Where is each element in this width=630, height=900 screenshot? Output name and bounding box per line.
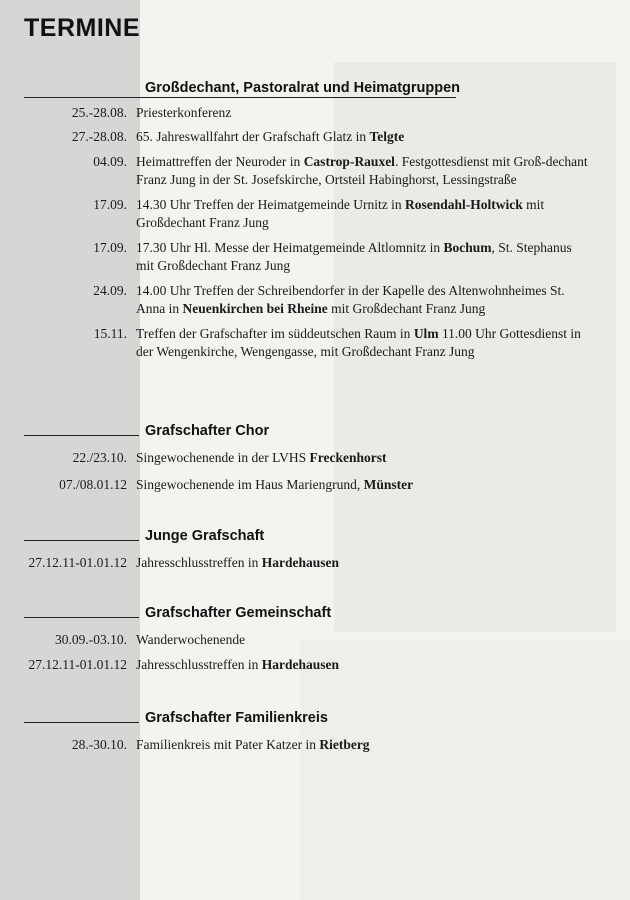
schedule-entry xyxy=(0,128,630,146)
desc-text: mit Großdechant Franz Jung xyxy=(136,197,545,230)
schedule-entry xyxy=(0,449,630,467)
desc-place: Hardehausen xyxy=(261,657,339,672)
entry-description xyxy=(136,554,591,572)
schedule-entry xyxy=(0,736,630,754)
desc-text: Wanderwochenende xyxy=(136,632,246,647)
schedule-entry xyxy=(0,656,630,674)
section-rule xyxy=(24,540,139,541)
desc-place: Rietberg xyxy=(319,737,370,752)
entry-description xyxy=(136,153,591,189)
schedule-entry xyxy=(0,554,630,572)
desc-place: Münster xyxy=(363,477,414,492)
desc-text: Singewochenende im Haus Mariengrund, xyxy=(136,477,364,492)
desc-place: Telgte xyxy=(369,129,405,144)
section-rule xyxy=(24,435,139,436)
section-heading: Junge Grafschaft xyxy=(145,528,265,544)
section-heading: Grafschafter Gemeinschaft xyxy=(145,605,332,621)
entry-description xyxy=(136,656,591,674)
entry-date: 24.09. xyxy=(93,283,127,298)
desc-text: 65. Jahreswallfahrt der Grafschaft Glatz in xyxy=(136,129,370,144)
desc-text: 14.00 Uhr Treffen der Schreibendorfer in der Kapelle des Altenwohnheimes St. Anna in xyxy=(136,283,565,316)
entry-date: 07./08.01.12 xyxy=(59,477,127,492)
schedule-entry xyxy=(0,325,630,361)
schedule-entry xyxy=(0,153,630,189)
desc-text: , St. Stephanus mit Großdechant Franz Jung xyxy=(136,240,572,273)
section-rule xyxy=(24,722,139,723)
desc-text: 14.30 Uhr Treffen der Heimatgemeinde Urnitz in xyxy=(136,197,405,212)
entry-date: 15.11. xyxy=(93,326,127,341)
schedule-entry xyxy=(0,476,630,494)
entry-date: 17.09. xyxy=(93,240,127,255)
bleed-through-text-area xyxy=(300,640,630,900)
desc-text: Priesterkonferenz xyxy=(136,105,232,120)
schedule-entry xyxy=(0,196,630,232)
entry-description xyxy=(136,239,591,275)
entry-description xyxy=(136,631,591,649)
entry-description xyxy=(136,325,591,361)
schedule-entry xyxy=(0,282,630,318)
entry-date: 22./23.10. xyxy=(72,450,127,465)
desc-text: Treffen der Grafschafter im süddeutschen Raum in xyxy=(136,326,414,341)
desc-text: Heimattreffen der Neuroder in xyxy=(136,154,304,169)
desc-place: Hardehausen xyxy=(261,555,339,570)
desc-text: mit Großdechant Franz Jung xyxy=(327,301,486,316)
entry-date: 17.09. xyxy=(93,197,127,212)
desc-text: Jahresschlusstreffen in xyxy=(136,657,262,672)
entry-date: 28.-30.10. xyxy=(71,737,127,752)
page-title: TERMINE xyxy=(24,14,140,42)
desc-place: Neuenkirchen bei Rheine xyxy=(182,301,328,316)
entry-date: 04.09. xyxy=(93,154,127,169)
desc-place: Freckenhorst xyxy=(309,450,387,465)
desc-place: Castrop-Rauxel xyxy=(303,154,395,169)
desc-text: . Festgottesdienst mit Groß-dechant Franz Jung in der St. Josefskirche, Ortsteil Habinghorst, Lessingstraße xyxy=(136,154,588,187)
entry-date: 27.12.11-01.01.12 xyxy=(28,555,127,570)
section-rule xyxy=(24,97,456,98)
desc-place: Ulm xyxy=(413,326,439,341)
schedule-entry xyxy=(0,104,630,122)
desc-text: 11.00 Uhr Gottesdienst in der Wengenkirche, Wengengasse, mit Großdechant Franz Jung xyxy=(136,326,581,359)
section-heading: Grafschafter Familienkreis xyxy=(145,710,328,726)
schedule-entry xyxy=(0,631,630,649)
entry-description xyxy=(136,476,591,494)
desc-text: Jahresschlusstreffen in xyxy=(136,555,262,570)
desc-text: Singewochenende in der LVHS xyxy=(136,450,310,465)
desc-text: Familienkreis mit Pater Katzer in xyxy=(136,737,320,752)
section-rule xyxy=(24,617,139,618)
schedule-entry xyxy=(0,239,630,275)
entry-description xyxy=(136,449,591,467)
entry-description xyxy=(136,104,591,122)
entry-description xyxy=(136,282,591,318)
section-heading: Grafschafter Chor xyxy=(145,423,270,439)
entry-description xyxy=(136,196,591,232)
entry-description xyxy=(136,736,591,754)
entry-date: 27.-28.08. xyxy=(71,129,127,144)
section-heading: Großdechant, Pastoralrat und Heimatgruppen xyxy=(145,80,461,96)
entry-date: 30.09.-03.10. xyxy=(55,632,127,647)
entry-date: 25.-28.08. xyxy=(71,105,127,120)
entry-description xyxy=(136,128,591,146)
desc-place: Rosendahl-Holtwick xyxy=(404,197,523,212)
desc-place: Bochum xyxy=(443,240,492,255)
entry-date: 27.12.11-01.01.12 xyxy=(28,657,127,672)
desc-text: 17.30 Uhr Hl. Messe der Heimatgemeinde Altlomnitz in xyxy=(136,240,444,255)
